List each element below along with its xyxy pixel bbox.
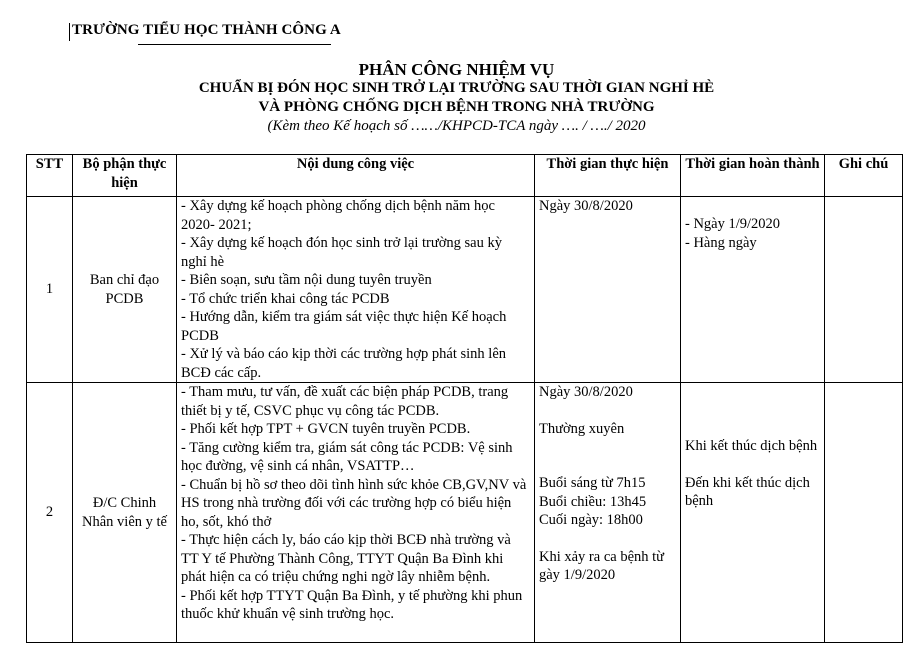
document-subtitle-2: VÀ PHÒNG CHỐNG DỊCH BỆNH TRONG NHÀ TRƯỜNG	[258, 99, 655, 115]
col-header-time-start: Thời gian thực hiện	[535, 155, 681, 197]
document-title: PHÂN CÔNG NHIỆM VỤ	[358, 60, 555, 79]
school-name-underline	[138, 44, 331, 45]
time-end-item: - Hàng ngày	[685, 234, 757, 251]
task-item: - Chuẩn bị hồ sơ theo dõi tình hình sức khỏe CB,GV,NV và HS trong nhà trường đối với các trường hợp có biểu hiện ho, sốt, khó thở	[181, 476, 527, 530]
row-note	[825, 383, 903, 643]
time-start-item: Ngày 30/8/2020	[539, 384, 633, 400]
text-cursor	[69, 23, 70, 41]
col-header-tasks: Nội dung công việc	[177, 155, 535, 197]
time-end-item: - Ngày 1/9/2020	[685, 216, 781, 232]
time-start-item: Thường xuyên	[539, 420, 625, 437]
col-header-note: Ghi chú	[825, 155, 903, 197]
time-start-item: Buổi chiều: 13h45	[539, 493, 647, 510]
assignment-table	[26, 154, 903, 643]
table-row	[27, 383, 903, 643]
row-note	[825, 197, 903, 383]
time-start-item: Cuối ngày: 18h00	[539, 512, 643, 528]
table-header-row	[27, 155, 903, 197]
row-time-start	[535, 383, 681, 643]
time-start-item: Ngày 30/8/2020	[539, 198, 633, 214]
row-tasks	[177, 197, 535, 383]
task-item: - Biên soạn, sưu tầm nội dung tuyên truyền	[181, 272, 432, 288]
row-dept: Ban chỉ đạo PCDB	[73, 197, 177, 383]
row-stt: 1	[27, 197, 73, 383]
task-item: - Xử lý và báo cáo kịp thời các trường hợp phát sinh lên BCĐ các cấp.	[181, 346, 507, 381]
row-time-end	[681, 383, 825, 643]
row-stt: 2	[27, 383, 73, 643]
row-time-end	[681, 197, 825, 383]
school-name: TRƯỜNG TIỂU HỌC THÀNH CÔNG A	[72, 22, 341, 39]
time-end-item: Đến khi kết thúc dịch bệnh	[685, 474, 810, 509]
task-item: - Xây dựng kế hoạch đón học sinh trở lại trường sau kỳ nghỉ hè	[181, 235, 502, 270]
task-item: - Thực hiện cách ly, báo cáo kịp thời BCĐ nhà trường và TT Y tế Phường Thành Công, TTYT Quận Ba Đình khi phát hiện ca có triệu chứng nghi ngờ lây nhiễm bệnh.	[181, 532, 511, 585]
task-item: - Tổ chức triển khai công tác PCDB	[181, 290, 390, 307]
table-row	[27, 197, 903, 383]
row-dept: Đ/C Chinh Nhân viên y tế	[73, 383, 177, 643]
col-header-time-end: Thời gian hoàn thành	[681, 155, 825, 197]
time-end-item: Khi kết thúc dịch bệnh	[685, 438, 818, 454]
row-time-start	[535, 197, 681, 383]
task-item: - Tăng cường kiểm tra, giám sát công tác PCDB: Vệ sinh học đường, vệ sinh cá nhân, VSATTP…	[181, 439, 513, 474]
task-item: - Phối kết hợp TPT + GVCN tuyên truyền PCDB.	[181, 421, 471, 437]
task-item: - Phối kết hợp TTYT Quận Ba Đình, y tế phường khi phun thuốc khử khuẩn vệ sinh trường học.	[181, 587, 523, 622]
time-start-item: Buổi sáng từ 7h15	[539, 475, 646, 491]
task-item: - Xây dựng kế hoạch phòng chống dịch bệnh năm học 2020- 2021;	[181, 198, 495, 233]
col-header-stt: STT	[27, 155, 73, 197]
row-tasks	[177, 383, 535, 643]
task-item: - Tham mưu, tư vấn, đề xuất các biện pháp PCDB, trang thiết bị y tế, CSVC phục vụ công tác PCDB.	[181, 384, 509, 419]
time-start-item: Khi xảy ra ca bệnh từ gày 1/9/2020	[539, 548, 665, 583]
document-subtitle-1: CHUẨN BỊ ĐÓN HỌC SINH TRỞ LẠI TRƯỜNG SAU THỜI GIAN NGHỈ HÈ	[198, 80, 715, 96]
attachment-note: (Kèm theo Kế hoạch số ……/KHPCD-TCA ngày …. / …./ 2020	[267, 118, 646, 134]
col-header-dept: Bộ phận thực hiện	[73, 155, 177, 197]
task-item: - Hướng dẫn, kiểm tra giám sát việc thực hiện Kế hoạch PCDB	[181, 309, 507, 344]
